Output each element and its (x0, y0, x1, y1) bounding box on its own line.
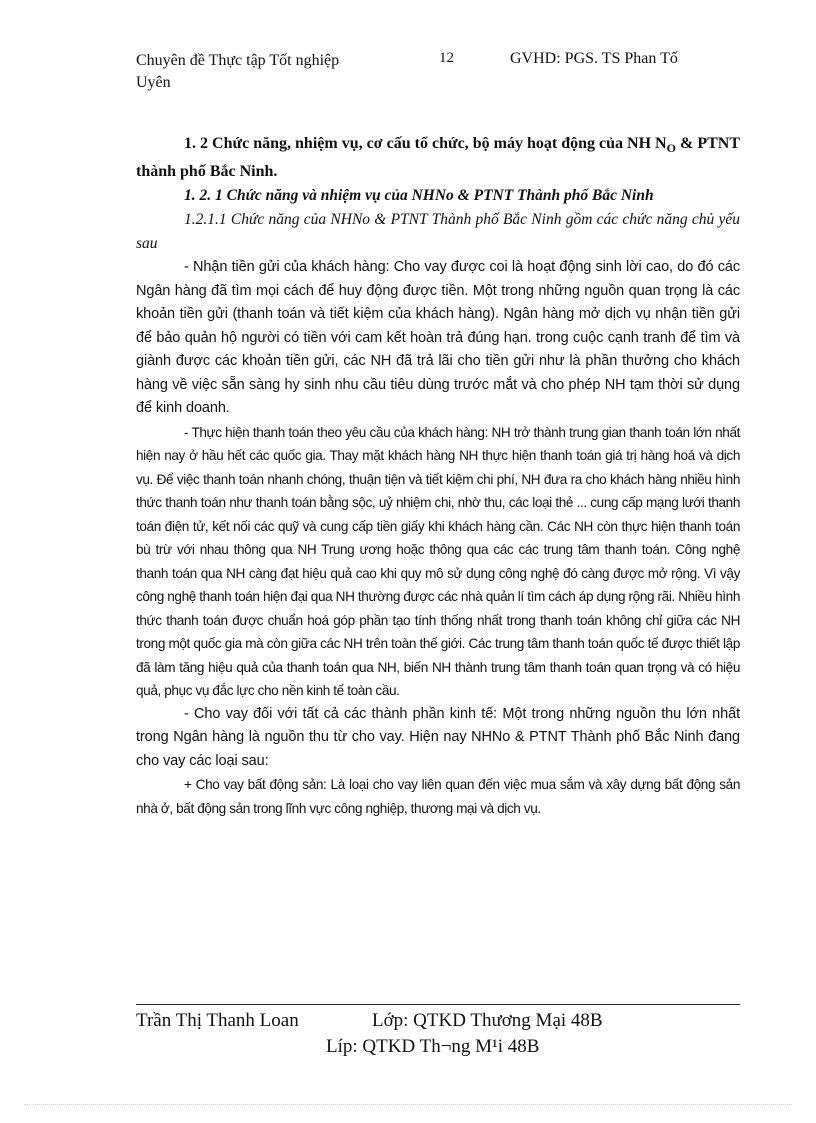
section-heading-1-2-line1: 1. 2 Chức năng, nhiệm vụ, cơ cấu tổ chức, bộ máy hoạt động của NH N (184, 135, 667, 152)
header-document-type-overflow: Uyên (136, 74, 171, 91)
section-heading-1-2 (136, 132, 740, 184)
footer-divider (136, 1004, 740, 1005)
header-advisor: GVHD: PGS. TS Phan Tố (510, 50, 678, 67)
footer-line-1 (136, 1010, 603, 1032)
page-body (136, 132, 740, 820)
page-number: 12 (439, 50, 454, 66)
section-heading-1-2-1-1: 1.2.1.1 Chức năng của NHNo & PTNT Thành phố Bắc Ninh gồm các chức năng chủ yếu sau (136, 211, 740, 253)
header-document-type: Chuyên đề Thực tập Tốt nghiệp (136, 52, 340, 69)
footer-class: Lớp: QTKD Thương Mại 48B (372, 1010, 603, 1031)
paragraph-real-estate-loans: + Cho vay bất động sản: Là loại cho vay liên quan đến việc mua sắm và xây dựng bất động sản nhà ở, bất động sản trong lĩnh vực công nghiệp, thương mại và dịch vụ. (136, 777, 740, 816)
page-header (136, 50, 726, 98)
page-edge (24, 1104, 792, 1105)
section-heading-1-2-line2: & PTNT thành phố Bắc Ninh. (136, 135, 741, 181)
footer-author: Trần Thị Thanh Loan (136, 1010, 299, 1031)
paragraph-lending: - Cho vay đối với tất cả các thành phần kinh tế: Một trong những nguồn thu lớn nhất trong Ngân hàng là nguồn thu từ cho vay. Hiện nay NHNo & PTNT Thành phố Bắc Ninh đang cho vay các loại sau: (136, 705, 740, 769)
header-left (136, 50, 396, 94)
footer-class-garbled: Líp: QTKD Th¬ng M¹i 48B (326, 1036, 540, 1057)
section-heading-1-2-1: 1. 2. 1 Chức năng và nhiệm vụ của NHNo & PTNT Thành phố Bắc Ninh (184, 187, 654, 205)
paragraph-deposits: - Nhận tiền gửi của khách hàng: Cho vay được coi là hoạt động sinh lời cao, do đó các Ngân hàng đã tìm mọi cách để huy động được tiền. Một trong những nguồn quan trọng là các khoản tiền gửi (thanh toán và tiết kiệm của khách hàng). Ngân hàng mở dịch vụ nhận tiền gửi để bảo quản hộ người có tiền với cam kết hoàn trả đúng hạn. trong cuộc cạnh tranh để tìm và giành được các khoản tiền gửi, các NH đã trả lãi cho tiền gửi như là phần thưởng cho khách hàng về việc sẵn sàng hy sinh nhu cầu tiêu dùng trước mắt và cho phép NH tạm thời sử dụng để kinh doanh. (136, 259, 740, 417)
section-heading-1-2-subscript: O (666, 141, 676, 156)
paragraph-payments: - Thực hiện thanh toán theo yêu cầu của khách hàng: NH trở thành trung gian thanh toán lớn nhất hiện nay ở hầu hết các quốc gia. Thay mặt khách hàng NH thực hiện thanh toán giá trị hàng hoá và dịch vụ. Để việc thanh toán nhanh chóng, thuận tiện và tiết kiệm chi phí, NH đưa ra cho khách hàng nhiều hình thức thanh toán như thanh toán bằng sộc, uỷ nhiệm chi, nhờ thu, các loại thẻ ... cung cấp mạng lưới thanh toán điện tử, kết nối các quỹ và cung cấp tiền giấy khi khách hàng cần. Các NH còn thực hiện thanh toán bù trừ với nhau thông qua NH Trung ương hoặc thông qua các các trung tâm thanh toán. Công nghệ thanh toán qua NH càng đạt hiệu quả cao khi quy mô sử dụng công nghệ đó càng được mở rộng. Vì vậy công nghệ thanh toán hiện đại qua NH thường được các nhà quản lí tìm cách áp dụng rộng rãi. Nhiều hình thức thanh toán được chuẩn hoá góp phần tạo tính thống nhất trong thanh toán không chỉ giữa các NH trong một quốc gia mà còn giữa các NH trên toàn thế giới. Các trung tâm thanh toán quốc tế được thiết lập đã làm tăng hiệu quả của thanh toán qua NH, biến NH thành trung tâm thanh toán quan trọng và có hiệu quả, phục vụ đắc lực cho nền kinh tế toàn cầu. (136, 424, 740, 699)
